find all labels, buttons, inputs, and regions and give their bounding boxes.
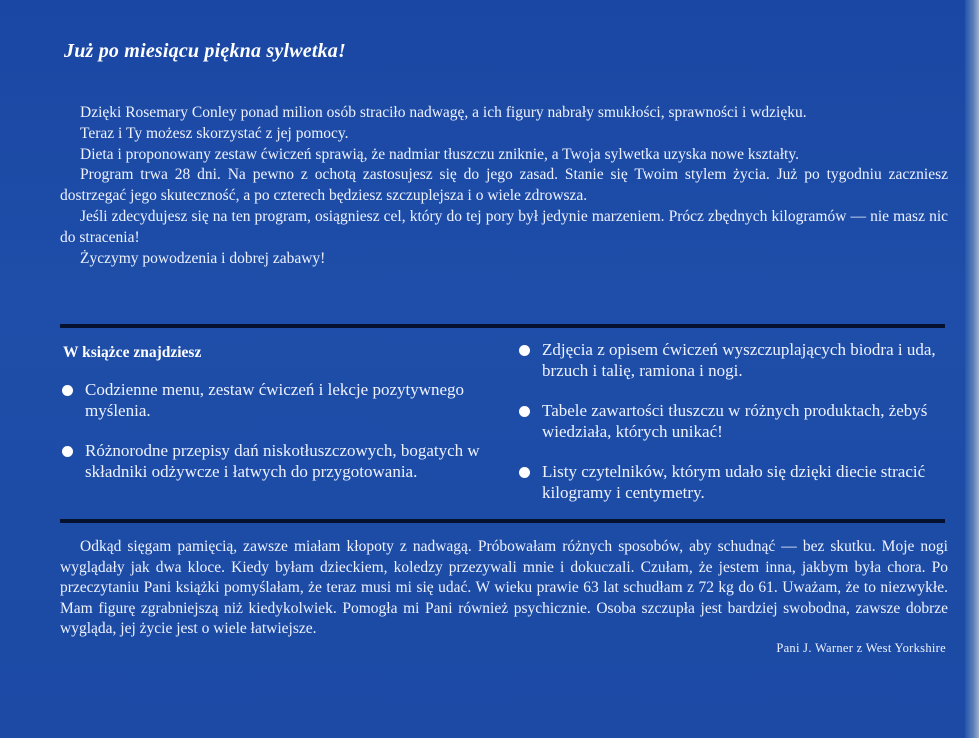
feature-item	[62, 441, 482, 482]
intro-paragraph: Teraz i Ty możesz skorzystać z jej pomocy.	[80, 124, 349, 142]
features-title: W książce znajdziesz	[63, 344, 202, 361]
feature-item	[519, 340, 939, 381]
divider-bottom	[60, 519, 945, 523]
headline: Już po miesiącu piękna sylwetka!	[64, 40, 346, 62]
feature-text: Codzienne menu, zestaw ćwiczeń i lekcje pozytywnego myślenia.	[85, 380, 465, 420]
bullet-dot-icon	[62, 446, 73, 457]
feature-item	[519, 462, 939, 503]
feature-text: Tabele zawartości tłuszczu w różnych produktach, żebyś wiedziała, których unikać!	[542, 401, 928, 441]
feature-item	[62, 380, 482, 421]
bullet-dot-icon	[519, 467, 530, 478]
intro-paragraph: Dieta i proponowany zestaw ćwiczeń sprawią, że nadmiar tłuszczu zniknie, a Twoja sylwetka uzyska nowe kształty.	[80, 145, 799, 163]
testimonial-signature: Pani J. Warner z West Yorkshire	[776, 641, 946, 655]
intro-section	[60, 103, 948, 269]
intro-paragraph: Program trwa 28 dni. Na pewno z ochotą zastosujesz się do jego zasad. Stanie się Twoim stylem życia. Już po tygodniu zaczniesz dostrzegać jego skuteczność, a po czterech będziesz szczuplejsza i o wiele zdrowsza.	[60, 166, 948, 205]
bullet-dot-icon	[62, 385, 73, 396]
intro-paragraph: Życzymy powodzenia i dobrej zabawy!	[80, 249, 326, 267]
feature-text: Listy czytelników, którym udało się dzięki diecie stracić kilogramy i centymetry.	[542, 462, 926, 502]
features-list-left	[62, 380, 482, 502]
divider-top	[60, 324, 945, 328]
intro-paragraph: Dzięki Rosemary Conley ponad milion osób straciło nadwagę, a ich figury nabrały smukłości, sprawności i wdzięku.	[80, 104, 807, 121]
testimonial-text: Odkąd sięgam pamięcią, zawsze miałam kłopoty z nadwagą. Próbowałam różnych sposobów, aby schudnąć — bez skutku. Moje nogi wyglądały jak dwa kloce. Kiedy byłam dzieckiem, koledzy przezywali mnie i dokuczali. Czułam, że jestem inna, jakbym była chora. Po przeczytaniu Pani książki pomyślałam, że teraz musi mi się udać. W wieku prawie 63 lat schudłam z 72 kg do 61. Uważam, że to niezwykłe. Mam figurę zgrabniejszą niż kiedykolwiek. Pomogła mi Pani również psychicznie. Osoba szczupła jest bardziej swobodna, zawsze dobrze wygląda, jej życie jest o wiele łatwiejsze.	[60, 538, 948, 638]
page-edge	[965, 0, 979, 738]
features-list-right	[519, 340, 939, 523]
feature-item	[519, 401, 939, 442]
intro-paragraph: Jeśli zdecydujesz się na ten program, osiągniesz cel, który do tej pory był jedynie marzeniem. Prócz zbędnych kilogramów — nie masz nic do stracenia!	[60, 207, 948, 246]
feature-text: Zdjęcia z opisem ćwiczeń wyszczuplających biodra i uda, brzuch i talię, ramiona i nogi.	[542, 340, 936, 380]
testimonial-section	[60, 537, 948, 640]
bullet-dot-icon	[519, 406, 530, 417]
bullet-dot-icon	[519, 345, 530, 356]
feature-text: Różnorodne przepisy dań niskotłuszczowych, bogatych w składniki odżywcze i łatwych do przygotowania.	[85, 441, 480, 481]
